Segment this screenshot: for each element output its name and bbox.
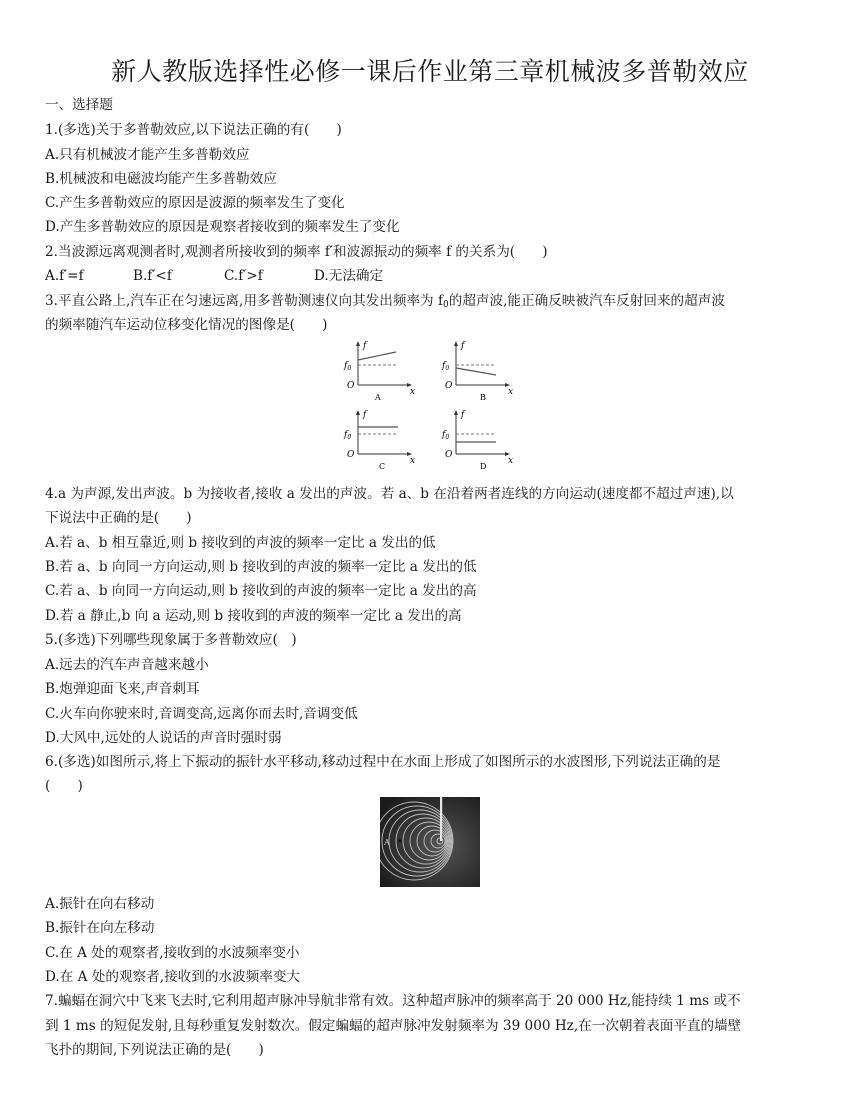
q3-stem-part2: 的超声波,能正确反映被汽车反射回来的超声波	[448, 293, 725, 309]
q1-option-a: A.只有机械波才能产生多普勒效应	[45, 147, 250, 163]
q3-graph-c-x-label: x	[410, 456, 416, 466]
q6-stem-line1: 6.(多选)如图所示,将上下振动的振针水平移动,移动过程中在水面上形成了如图所示的水波图形,下列说法正确的是	[45, 754, 721, 770]
q7-stem-line3: 飞扑的期间,下列说法正确的是( )	[45, 1042, 264, 1058]
q5-option-b: B.炮弹迎面飞来,声音刺耳	[45, 681, 200, 697]
q2-option-a: A.f′=f	[45, 268, 84, 284]
q3-graph-b-origin: O	[445, 381, 453, 391]
q6-option-c: C.在 A 处的观察者,接收到的水波频率变小	[45, 945, 300, 961]
q4-option-a: A.若 a、b 相互靠近,则 b 接收到的声波的频率一定比 a 发出的低	[45, 535, 436, 551]
q3-graph-b-label: B	[480, 393, 486, 402]
q3-graph-d-f0-sub: 0	[445, 434, 450, 441]
water-wave-rings	[380, 797, 480, 887]
water-wave-photo	[380, 797, 480, 887]
section-heading: 一、选择题	[45, 97, 113, 113]
q5-option-d: D.大风中,远处的人说话的声音时强时弱	[45, 730, 282, 746]
page-title: 新人教版选择性必修一课后作业第三章机械波多普勒效应	[111, 57, 749, 86]
q3-graph-a	[342, 338, 417, 404]
q6-option-a: A.振针在向右移动	[45, 896, 155, 912]
q1-option-d: D.产生多普勒效应的原因是观察者接收到的频率发生了变化	[45, 219, 400, 235]
q5-option-a: A.远去的汽车声音越来越小	[45, 657, 209, 673]
q3-graph-d-origin: O	[445, 450, 453, 460]
q2-option-c: C.f′>f	[224, 268, 263, 284]
q2-option-b: B.f′<f	[133, 268, 172, 284]
q3-graph-d-label: D	[480, 462, 487, 471]
q3-graph-d-x-label: x	[508, 456, 514, 466]
q3-graph-c-f-label: f	[363, 410, 367, 420]
q3-graph-c-origin: O	[347, 450, 355, 460]
q3-graph-d-f-label: f	[461, 410, 465, 420]
photo-point-a-label: A	[384, 838, 390, 847]
q4-stem-line1: 4.a 为声源,发出声波。b 为接收者,接收 a 发出的声波。若 a、b 在沿着两者连线的方向运动(速度都不超过声速),以	[45, 486, 734, 502]
q3-graph-c	[342, 407, 417, 473]
q1-stem: 1.(多选)关于多普勒效应,以下说法正确的有( )	[45, 122, 342, 138]
q4-option-b: B.若 a、b 向同一方向运动,则 b 接收到的声波的频率一定比 a 发出的低	[45, 559, 477, 575]
q3-graph-b-f0-sub: 0	[445, 365, 450, 372]
q1-option-b: B.机械波和电磁波均能产生多普勒效应	[45, 171, 277, 187]
svg-text:f0	[441, 361, 449, 372]
q3-graph-d-f0-label: f	[442, 430, 446, 440]
q3-graph-c-label: C	[379, 462, 386, 471]
q5-stem: 5.(多选)下列哪些现象属于多普勒效应( )	[45, 632, 297, 648]
q3-graph-b-f0-label: f	[442, 361, 446, 371]
q2-stem: 2.当波源远离观测者时,观测者所接收到的频率 f′和波源振动的频率 f 的关系为( )	[45, 244, 548, 260]
q7-stem-line2: 到 1 ms 的短促发射,且每秒重复发射数次。假定蝙蝠的超声脉冲发射频率为 39 000 Hz,在一次朝着表面平直的墙壁	[45, 1018, 742, 1034]
q5-option-c: C.火车向你驶来时,音调变高,远离你而去时,音调变低	[45, 706, 358, 722]
svg-text:f0	[441, 430, 449, 441]
svg-text:f0	[343, 430, 351, 441]
q3-graph-a-origin: O	[347, 381, 355, 391]
q3-graph-c-f0-label: f	[344, 430, 348, 440]
q3-stem-line1	[45, 292, 820, 314]
q1-option-c: C.产生多普勒效应的原因是波源的频率发生了变化	[45, 195, 345, 211]
q3-graph-d	[440, 407, 515, 473]
q3-stem-part1: 3.平直公路上,汽车正在匀速远离,用多普勒测速仪向其发出频率为 f	[45, 293, 443, 309]
q3-graph-a-f0-sub: 0	[347, 365, 352, 372]
q3-graph-a-f0-label: f	[344, 361, 348, 371]
q4-stem-line2: 下说法中正确的是( )	[45, 510, 192, 526]
q3-graph-b	[440, 338, 515, 404]
q6-option-d: D.在 A 处的观察者,接收到的水波频率变大	[45, 969, 301, 985]
q3-stem-line2: 的频率随汽车运动位移变化情况的图像是( )	[45, 317, 328, 333]
q3-graph-a-x-label: x	[410, 387, 416, 397]
q4-option-c: C.若 a、b 向同一方向运动,则 b 接收到的声波的频率一定比 a 发出的高	[45, 583, 477, 599]
q7-stem-line1: 7.蝙蝠在洞穴中飞来飞去时,它利用超声脉冲导航非常有效。这种超声脉冲的频率高于 20 000 Hz,能持续 1 ms 或不	[45, 993, 741, 1009]
q2-options	[45, 267, 820, 285]
q6-option-b: B.振针在向左移动	[45, 920, 155, 936]
q3-stem-sub: 0	[443, 300, 449, 310]
q6-stem-line2: ( )	[45, 778, 83, 794]
q3-graph-b-x-label: x	[508, 387, 514, 397]
q3-graph-a-label: A	[375, 393, 381, 402]
q3-graph-c-f0-sub: 0	[347, 434, 352, 441]
q3-graph-b-f-label: f	[461, 341, 465, 351]
q4-option-d: D.若 a 静止,b 向 a 运动,则 b 接收到的声波的频率一定比 a 发出的高	[45, 608, 462, 624]
svg-text:f0	[343, 361, 351, 372]
q3-graph-a-f-label: f	[363, 341, 367, 351]
q2-option-d: D.无法确定	[314, 268, 384, 284]
